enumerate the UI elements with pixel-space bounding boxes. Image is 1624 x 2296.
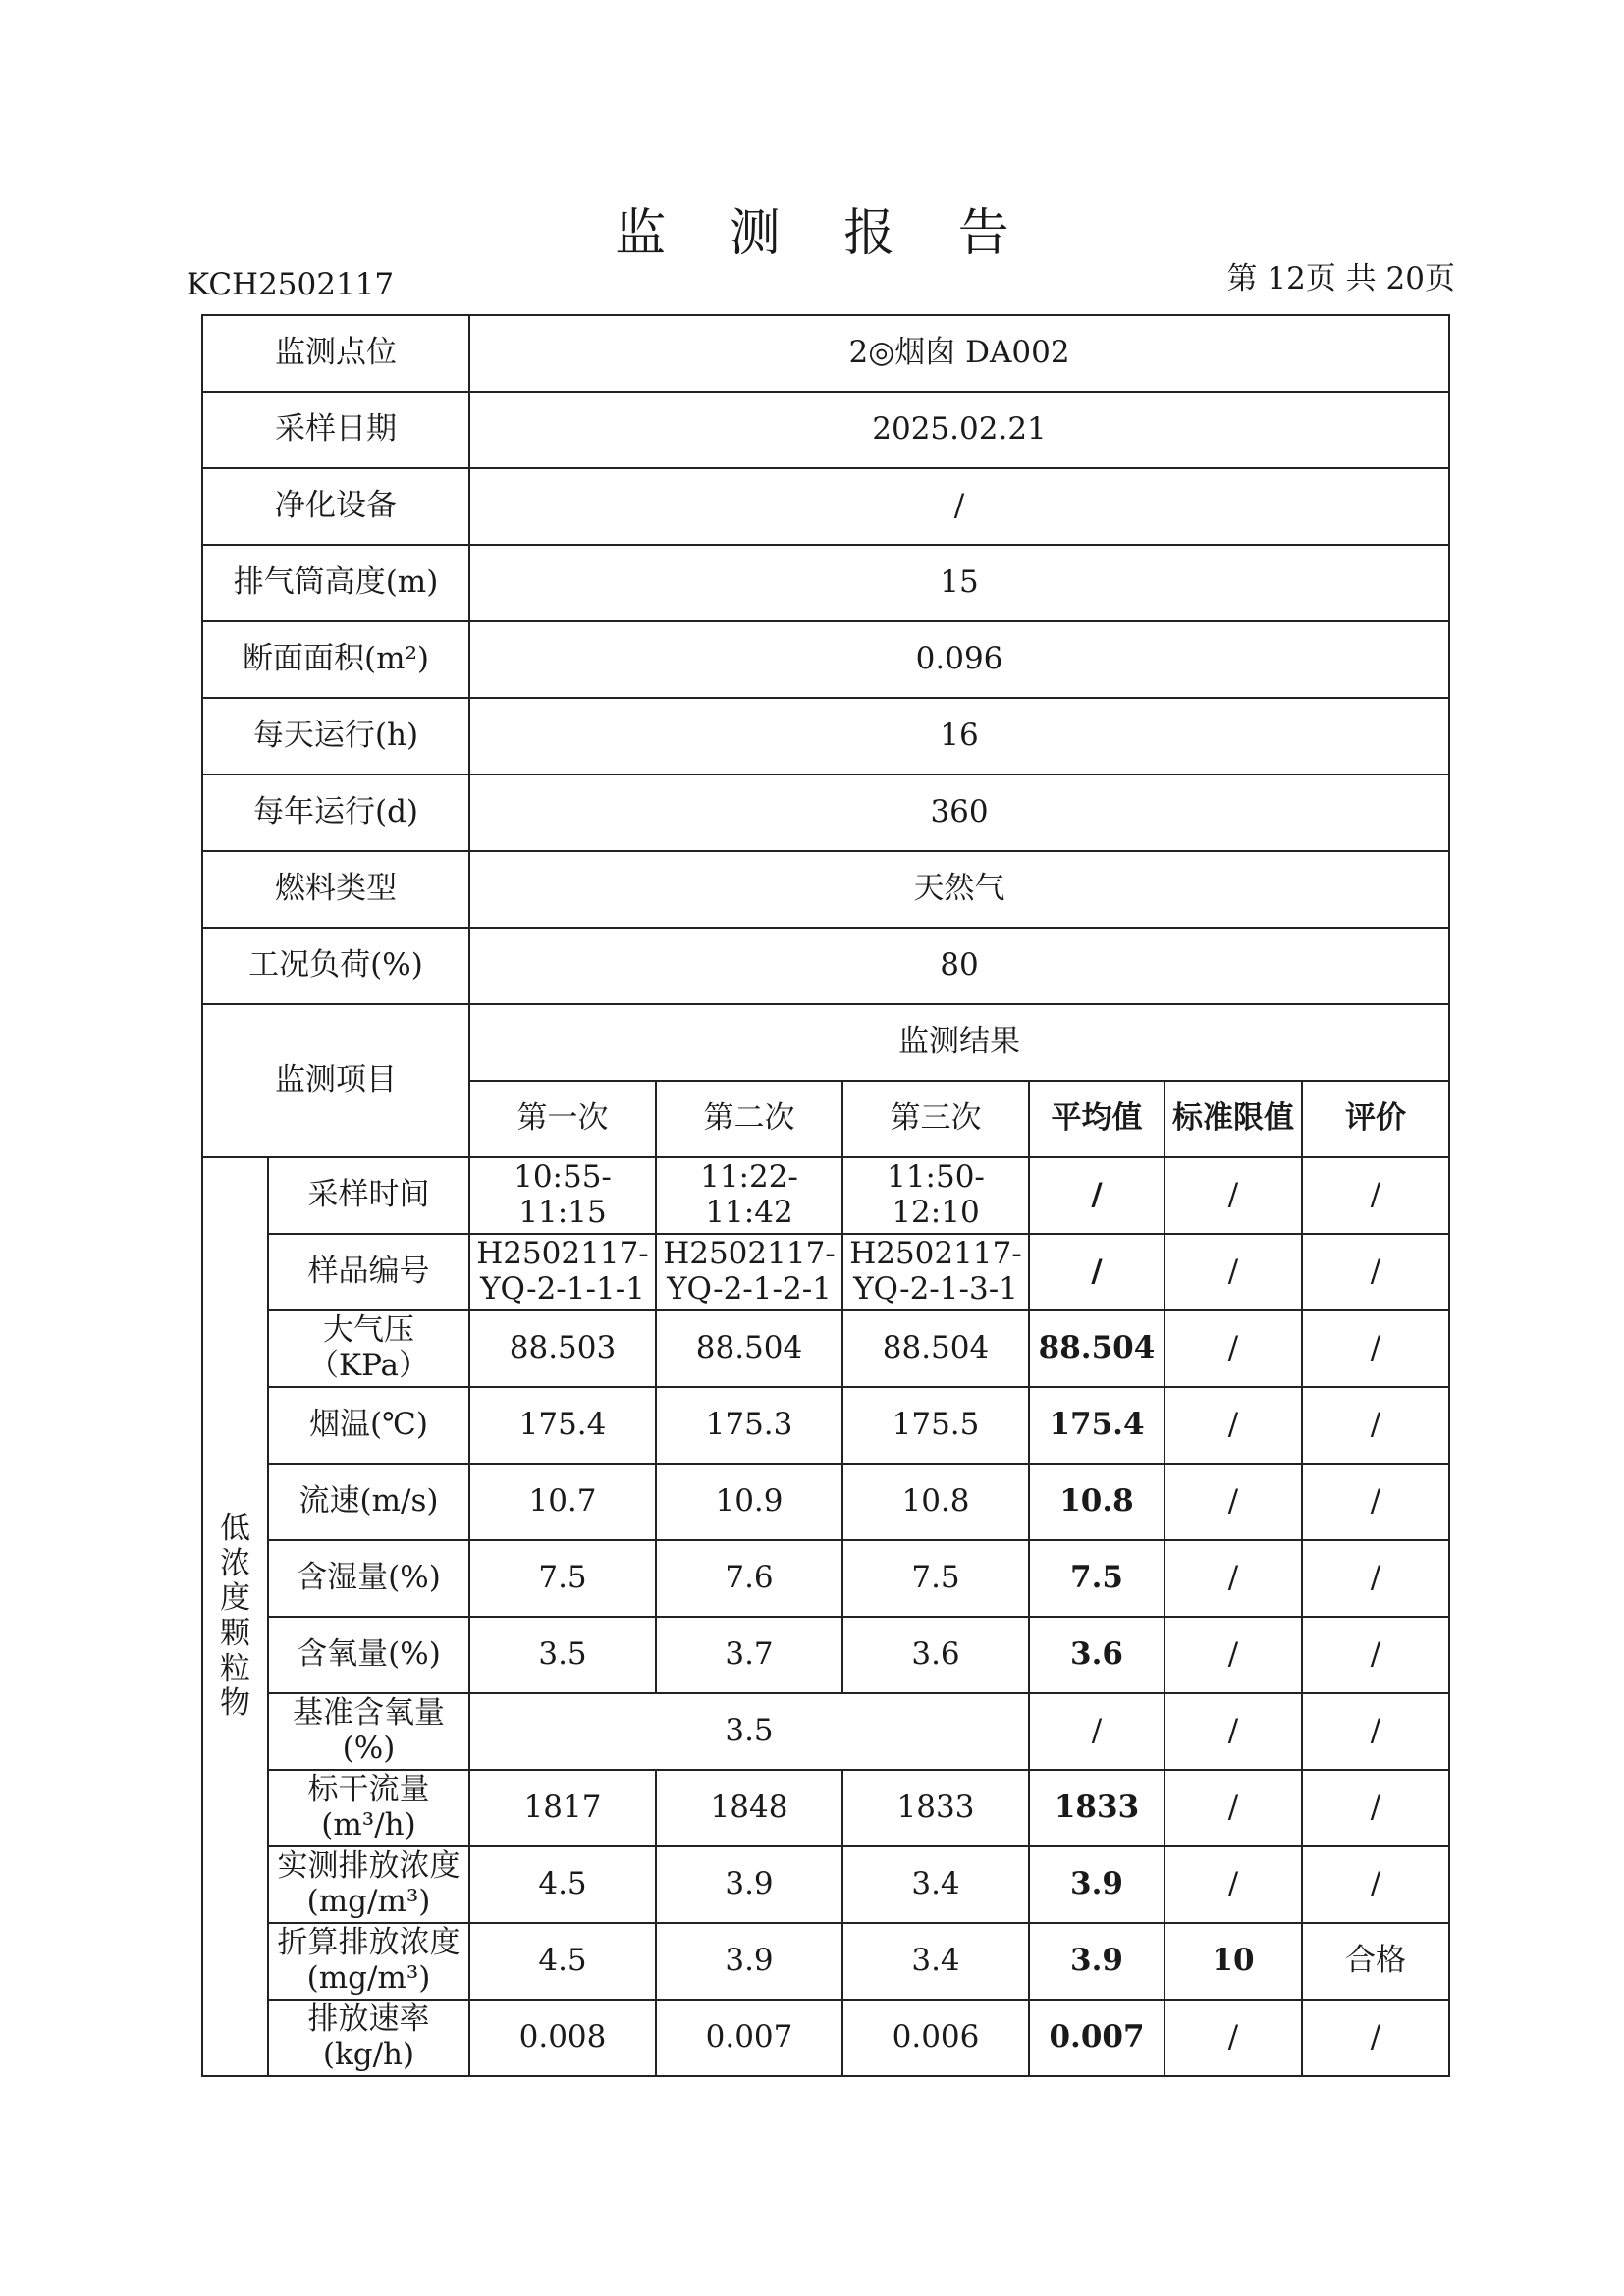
cell-average: 88.504 — [1029, 1310, 1164, 1387]
row-label: 大气压（KPa） — [268, 1310, 469, 1387]
cell-average: 0.007 — [1029, 2000, 1164, 2076]
row-label: 样品编号 — [268, 1234, 469, 1310]
cell-limit: / — [1164, 1464, 1302, 1540]
cell-second: 175.3 — [656, 1387, 842, 1464]
info-label: 监测点位 — [202, 315, 469, 392]
cell-average: 1833 — [1029, 1770, 1164, 1846]
info-value: 15 — [469, 545, 1449, 621]
cell-evaluation: / — [1302, 1617, 1449, 1693]
column-header-first: 第一次 — [469, 1081, 656, 1157]
info-row — [202, 698, 1449, 774]
cell-first: 10:55-11:15 — [469, 1157, 656, 1234]
row-label: 含湿量(%) — [268, 1540, 469, 1617]
cell-third: 0.006 — [842, 2000, 1029, 2076]
report-title: 监 测 报 告 — [615, 204, 1033, 263]
info-row — [202, 468, 1449, 545]
table-row — [202, 1617, 1449, 1693]
info-label: 燃料类型 — [202, 851, 469, 928]
cell-first: 175.4 — [469, 1387, 656, 1464]
info-row — [202, 851, 1449, 928]
column-header-third: 第三次 — [842, 1081, 1029, 1157]
cell-evaluation: 合格 — [1302, 1923, 1449, 2000]
cell-second: H2502117-YQ-2-1-2-1 — [656, 1234, 842, 1310]
category-char: 浓 — [220, 1545, 250, 1581]
info-value: 2◎烟囱 DA002 — [469, 315, 1449, 392]
cell-first: H2502117-YQ-2-1-1-1 — [469, 1234, 656, 1310]
cell-average: / — [1029, 1157, 1164, 1234]
cell-first: 88.503 — [469, 1310, 656, 1387]
cell-limit: / — [1164, 2000, 1302, 2076]
cell-first: 3.5 — [469, 1617, 656, 1693]
cell-average: 3.6 — [1029, 1617, 1164, 1693]
cell-limit: 10 — [1164, 1923, 1302, 2000]
cell-third: 3.4 — [842, 1923, 1029, 2000]
category-char: 颗 — [220, 1616, 250, 1651]
cell-average: 175.4 — [1029, 1387, 1164, 1464]
cell-evaluation: / — [1302, 1770, 1449, 1846]
results-header-row — [202, 1004, 1449, 1081]
cell-second: 11:22-11:42 — [656, 1157, 842, 1234]
cell-third: 3.4 — [842, 1846, 1029, 1923]
cell-evaluation: / — [1302, 2000, 1449, 2076]
cell-limit: / — [1164, 1846, 1302, 1923]
info-value: 360 — [469, 774, 1449, 851]
category-char: 物 — [220, 1685, 250, 1722]
cell-evaluation: / — [1302, 1310, 1449, 1387]
table-row — [202, 1770, 1449, 1846]
row-label: 折算排放浓度(mg/m³) — [268, 1923, 469, 2000]
cell-second: 1848 — [656, 1770, 842, 1846]
row-label: 基准含氧量(%) — [268, 1693, 469, 1770]
column-header-limit: 标准限值 — [1164, 1081, 1302, 1157]
table-row — [202, 1157, 1449, 1234]
info-label: 净化设备 — [202, 468, 469, 545]
table-row — [202, 1693, 1449, 1770]
category-char: 低 — [220, 1511, 250, 1547]
cell-third: 175.5 — [842, 1387, 1029, 1464]
info-row — [202, 928, 1449, 1004]
cell-evaluation: / — [1302, 1157, 1449, 1234]
info-label: 断面面积(m²) — [202, 621, 469, 698]
table-row — [202, 1540, 1449, 1617]
cell-third: 3.6 — [842, 1617, 1029, 1693]
cell-second: 3.9 — [656, 1846, 842, 1923]
cell-third: 88.504 — [842, 1310, 1029, 1387]
info-section — [202, 315, 1449, 1004]
info-label: 工况负荷(%) — [202, 928, 469, 1004]
cell-second: 3.7 — [656, 1617, 842, 1693]
column-header-second: 第二次 — [656, 1081, 842, 1157]
info-value: 0.096 — [469, 621, 1449, 698]
cell-evaluation: / — [1302, 1846, 1449, 1923]
monitoring-item-header: 监测项目 — [202, 1004, 469, 1157]
info-label: 每天运行(h) — [202, 698, 469, 774]
cell-first: 10.7 — [469, 1464, 656, 1540]
column-header-average: 平均值 — [1029, 1081, 1164, 1157]
cell-average: 10.8 — [1029, 1464, 1164, 1540]
cell-first: 1817 — [469, 1770, 656, 1846]
monitoring-results-header: 监测结果 — [469, 1004, 1449, 1081]
info-row — [202, 545, 1449, 621]
cell-evaluation: / — [1302, 1540, 1449, 1617]
report-number: KCH2502117 — [187, 267, 395, 302]
cell-evaluation: / — [1302, 1693, 1449, 1770]
category-label — [202, 1157, 268, 2076]
row-label: 采样时间 — [268, 1157, 469, 1234]
cell-average: / — [1029, 1234, 1164, 1310]
row-label: 标干流量(m³/h) — [268, 1770, 469, 1846]
cell-limit: / — [1164, 1157, 1302, 1234]
info-value: / — [469, 468, 1449, 545]
table-row — [202, 1464, 1449, 1540]
info-label: 每年运行(d) — [202, 774, 469, 851]
cell-second: 88.504 — [656, 1310, 842, 1387]
cell-limit: / — [1164, 1540, 1302, 1617]
table-row — [202, 1387, 1449, 1464]
cell-first: 0.008 — [469, 2000, 656, 2076]
page-number: 第 12页 共 20页 — [1226, 261, 1455, 296]
category-char: 度 — [220, 1580, 250, 1617]
info-value: 2025.02.21 — [469, 392, 1449, 468]
cell-third: H2502117-YQ-2-1-3-1 — [842, 1234, 1029, 1310]
info-row — [202, 315, 1449, 392]
cell-limit: / — [1164, 1693, 1302, 1770]
results-body — [202, 1157, 1449, 2076]
cell-limit: / — [1164, 1770, 1302, 1846]
cell-average: 3.9 — [1029, 1923, 1164, 2000]
info-value: 80 — [469, 928, 1449, 1004]
results-header — [202, 1004, 1449, 1157]
cell-average: 3.9 — [1029, 1846, 1164, 1923]
cell-evaluation: / — [1302, 1234, 1449, 1310]
cell-third: 10.8 — [842, 1464, 1029, 1540]
cell-evaluation: / — [1302, 1464, 1449, 1540]
category-char: 粒 — [220, 1650, 250, 1686]
info-label: 排气筒高度(m) — [202, 545, 469, 621]
row-label: 排放速率(kg/h) — [268, 2000, 469, 2076]
cell-first: 4.5 — [469, 1923, 656, 2000]
cell-third: 7.5 — [842, 1540, 1029, 1617]
cell-first: 7.5 — [469, 1540, 656, 1617]
info-value: 天然气 — [469, 851, 1449, 928]
row-label: 流速(m/s) — [268, 1464, 469, 1540]
cell-average: / — [1029, 1693, 1164, 1770]
cell-second: 10.9 — [656, 1464, 842, 1540]
cell-merged: 3.5 — [469, 1693, 1029, 1770]
info-row — [202, 392, 1449, 468]
info-label: 采样日期 — [202, 392, 469, 468]
cell-second: 7.6 — [656, 1540, 842, 1617]
cell-limit: / — [1164, 1617, 1302, 1693]
table-row — [202, 1310, 1449, 1387]
cell-limit: / — [1164, 1234, 1302, 1310]
cell-third: 11:50-12:10 — [842, 1157, 1029, 1234]
info-row — [202, 621, 1449, 698]
row-label: 烟温(℃) — [268, 1387, 469, 1464]
cell-third: 1833 — [842, 1770, 1029, 1846]
column-header-evaluation: 评价 — [1302, 1081, 1449, 1157]
info-value: 16 — [469, 698, 1449, 774]
cell-evaluation: / — [1302, 1387, 1449, 1464]
monitoring-table — [201, 314, 1450, 2077]
cell-second: 0.007 — [656, 2000, 842, 2076]
row-label: 含氧量(%) — [268, 1617, 469, 1693]
cell-limit: / — [1164, 1310, 1302, 1387]
table-row — [202, 1846, 1449, 1923]
cell-first: 4.5 — [469, 1846, 656, 1923]
info-row — [202, 774, 1449, 851]
cell-average: 7.5 — [1029, 1540, 1164, 1617]
table-row — [202, 1923, 1449, 2000]
row-label: 实测排放浓度(mg/m³) — [268, 1846, 469, 1923]
table-row — [202, 1234, 1449, 1310]
table-row — [202, 2000, 1449, 2076]
cell-limit: / — [1164, 1387, 1302, 1464]
cell-second: 3.9 — [656, 1923, 842, 2000]
